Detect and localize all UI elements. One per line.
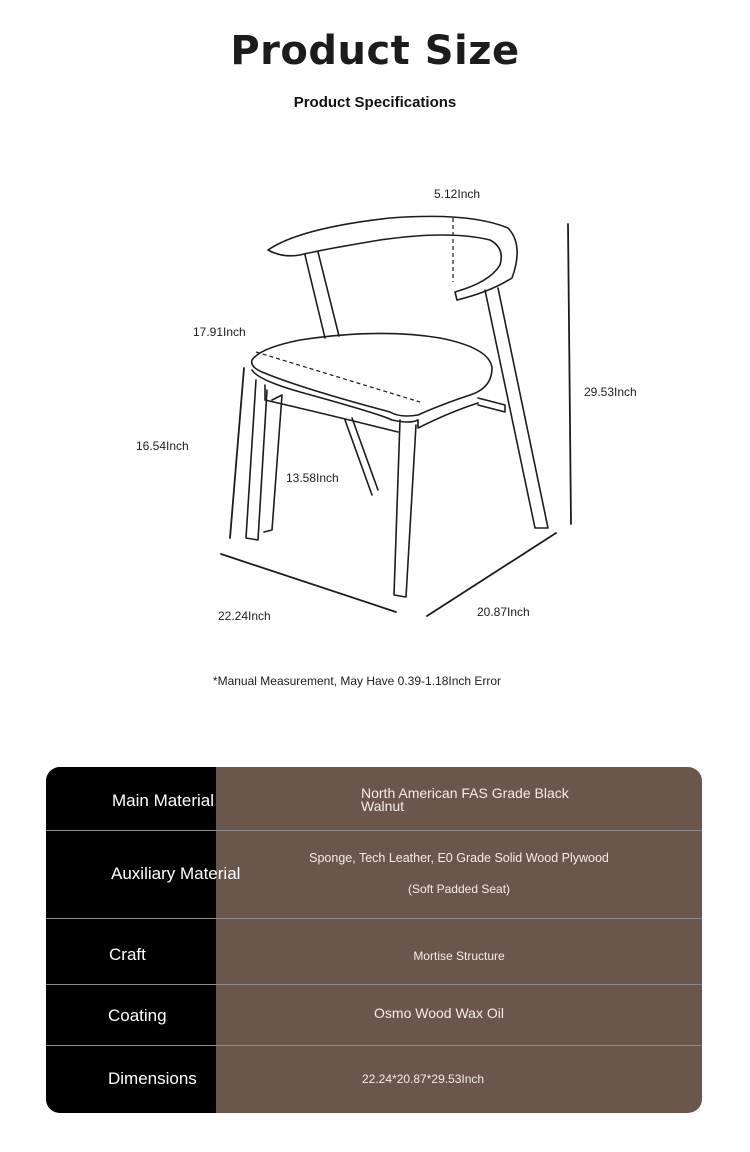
spec-value: Mortise Structure xyxy=(413,949,505,963)
spec-table xyxy=(46,767,702,1113)
front-leg-left xyxy=(246,380,267,540)
dim-depth: 20.87Inch xyxy=(477,605,530,619)
dim-inner-height: 13.58Inch xyxy=(286,471,339,485)
page-subtitle: Product Specifications xyxy=(293,94,457,111)
page-title: Product Size xyxy=(230,28,520,74)
dim-seat-height: 16.54Inch xyxy=(136,439,189,453)
dim-total-height: 29.53Inch xyxy=(584,385,637,399)
spec-label: Coating xyxy=(108,1006,167,1025)
spec-value: Sponge, Tech Leather, E0 Grade Solid Wood Plywood xyxy=(309,851,609,865)
spec-label: Craft xyxy=(109,945,146,964)
spec-row-main-material xyxy=(46,767,702,831)
spec-row-craft xyxy=(46,919,702,985)
spec-label: Dimensions xyxy=(108,1069,197,1088)
spec-row-dimensions xyxy=(46,1046,702,1113)
dim-seat-depth: 17.91Inch xyxy=(193,325,246,339)
spec-value: North American FAS Grade Black Walnut xyxy=(361,785,569,814)
spec-value: Osmo Wood Wax Oil xyxy=(374,1005,504,1021)
spec-label: Auxiliary Material xyxy=(111,864,241,883)
seat xyxy=(252,333,492,416)
front-leg-right xyxy=(394,420,416,597)
back-leg-left xyxy=(305,252,339,338)
spec-row-coating xyxy=(46,985,702,1046)
back-leg-right xyxy=(485,288,548,528)
spec-value-sub: (Soft Padded Seat) xyxy=(407,882,511,896)
total-height-line xyxy=(568,224,571,524)
dim-backrest-depth: 5.12Inch xyxy=(434,187,481,201)
spec-value: 22.24*20.87*29.53Inch xyxy=(362,1072,485,1086)
measurement-note: *Manual Measurement, May Have 0.39-1.18Inch Error xyxy=(212,674,502,688)
spec-label: Main Material xyxy=(112,791,215,810)
dim-width: 22.24Inch xyxy=(218,609,271,623)
depth-line xyxy=(427,533,556,616)
seat-height-line xyxy=(230,368,244,538)
spec-row-auxiliary-material xyxy=(46,830,702,919)
width-line xyxy=(221,554,396,612)
